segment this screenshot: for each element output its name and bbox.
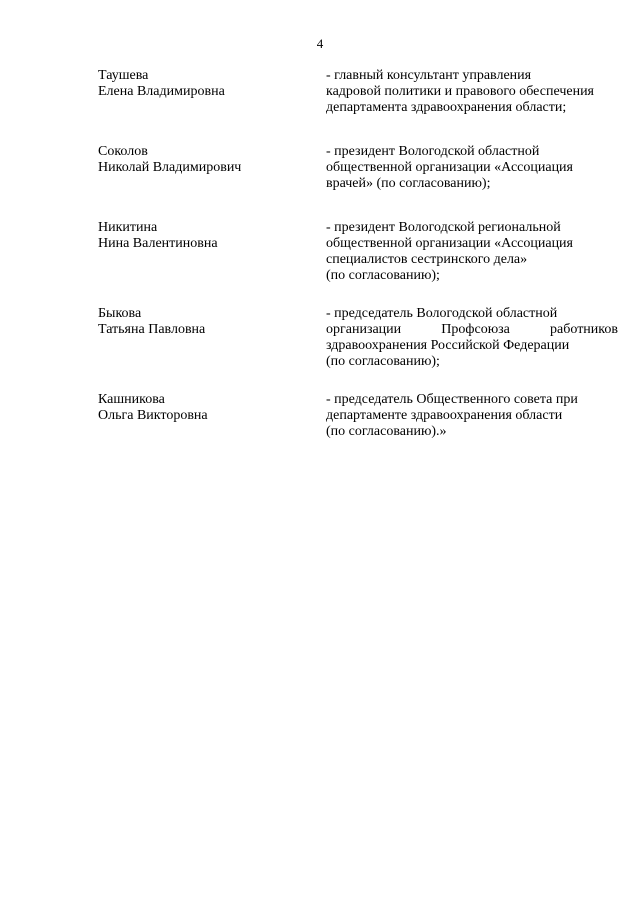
role-line: кадровой политики и правового обеспечения (326, 84, 594, 99)
member-name (98, 68, 308, 100)
member-role (326, 68, 618, 116)
member-entry (98, 220, 618, 306)
role-line: - председатель Вологодской областной (326, 306, 558, 321)
member-surname: Таушева (98, 68, 149, 83)
member-entry (98, 68, 618, 144)
role-line: организации Профсоюза работников (326, 322, 618, 337)
member-given-name: Ольга Викторовна (98, 408, 208, 423)
member-surname: Соколов (98, 144, 148, 159)
role-line: - председатель Общественного совета при (326, 392, 578, 407)
role-line: общественной организации «Ассоциация (326, 160, 573, 175)
member-given-name: Елена Владимировна (98, 84, 225, 99)
member-role (326, 306, 618, 370)
role-line: - главный консультант управления (326, 68, 532, 83)
member-name (98, 220, 308, 252)
member-role (326, 220, 618, 284)
role-line: общественной организации «Ассоциация (326, 236, 573, 251)
role-line: (по согласованию).» (326, 424, 447, 439)
role-line: департаменте здравоохранения области (326, 408, 563, 423)
member-given-name: Нина Валентиновна (98, 236, 218, 251)
member-given-name: Николай Владимирович (98, 160, 242, 175)
member-name (98, 306, 308, 338)
role-line: департамента здравоохранения области; (326, 100, 567, 115)
page-number: 4 (316, 36, 324, 51)
member-surname: Никитина (98, 220, 158, 235)
commission-member-list (98, 68, 618, 468)
role-line: (по согласованию); (326, 268, 440, 283)
member-name (98, 144, 308, 176)
member-role (326, 392, 618, 440)
role-line: врачей» (по согласованию); (326, 176, 491, 191)
member-surname: Кашникова (98, 392, 165, 407)
member-role (326, 144, 618, 192)
member-entry (98, 144, 618, 220)
member-entry (98, 306, 618, 392)
role-line: специалистов сестринского дела» (326, 252, 528, 267)
member-given-name: Татьяна Павловна (98, 322, 206, 337)
role-line: здравоохранения Российской Федерации (326, 338, 570, 353)
role-line: (по согласованию); (326, 354, 440, 369)
role-line: - президент Вологодской областной (326, 144, 540, 159)
member-entry (98, 392, 618, 468)
member-name (98, 392, 308, 424)
role-line: - президент Вологодской региональной (326, 220, 561, 235)
member-surname: Быкова (98, 306, 142, 321)
